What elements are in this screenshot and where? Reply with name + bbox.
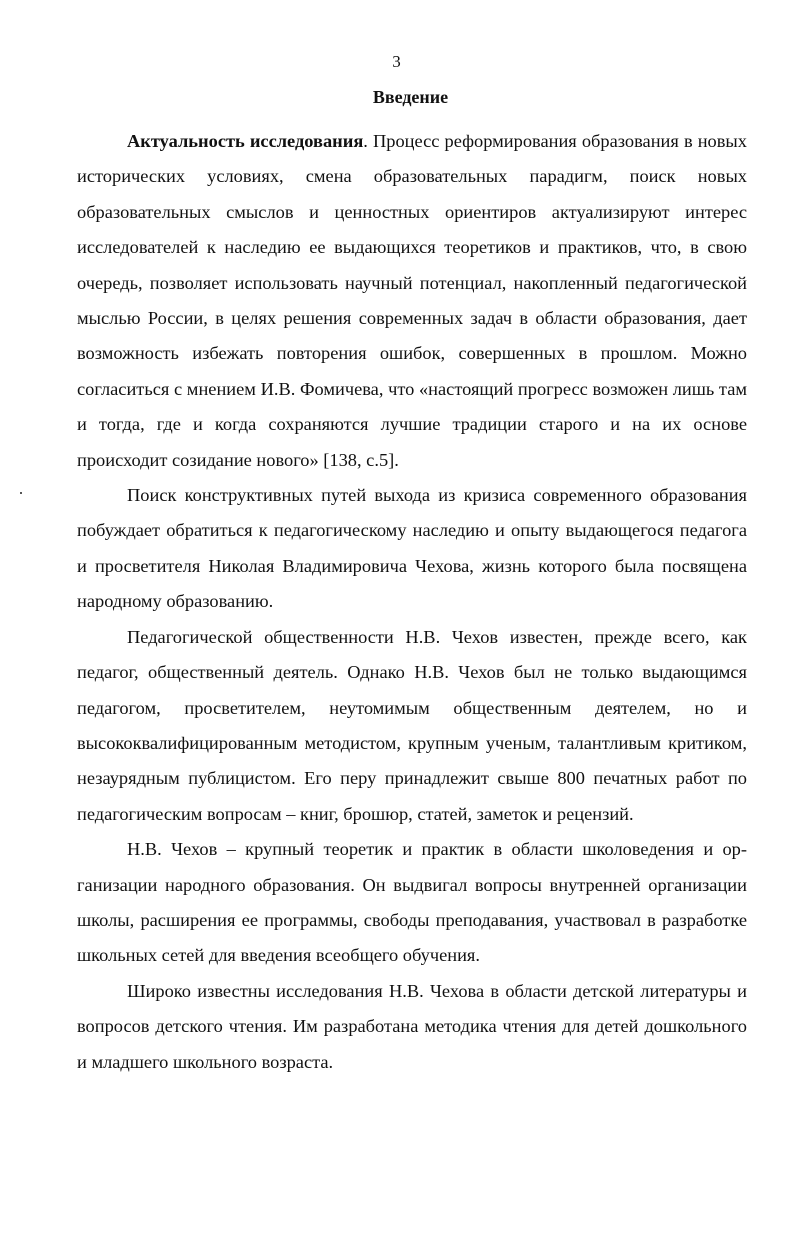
- section-heading: Введение: [372, 87, 449, 107]
- paragraph-text: . Процесс реформирования образования в новых исторических условиях, смена образовательных парадигм, поиск новых образовательных смыслов и ценностных ориентиров актуализируют интерес исследователей к наследию ее выдающихся теоретиков и практиков, что, в свою очередь, позволяет использовать научный потенциал, накопленный педагогической мыслью России, в целях решения современных задач в области образования, дает возможность избежать повторения ошибок, совершенных в прошлом. Можно согласиться с мнением И.В. Фомичева, что «настоящий прогресс возможен лишь там и тогда, где и когда сохраняются лучшие традиции старого и на их основе происходит созидание нового» [138, с.5].: [77, 131, 747, 470]
- paragraph-relevance: [77, 124, 747, 478]
- paragraph-chekhov-literature: Широко известны исследования Н.В. Чехова в области детской литературы и вопросов детского чтения. Им разработана методика чтения для детей дошкольного и младшего школьного возраста.: [77, 980, 747, 1072]
- scan-speck: [20, 492, 22, 494]
- paragraph-chekhov-known: Педагогической общественности Н.В. Чехов известен, прежде всего, как педагог, общественный деятель. Однако Н.В. Чехов был не только выдающимся педагогом, просветителем, неутомимым общественным деятелем, но и высококвалифицированным методистом, крупным ученым, талантливым критиком, незаурядным публицистом. Его перу принадлежит свыше 800 печатных работ по педагогическим вопросам – книг, брошюр, статей, заметок и рецензий.: [77, 626, 747, 824]
- body-text: [77, 124, 747, 1080]
- page-number: 3: [392, 52, 401, 71]
- paragraph-search: Поиск конструктивных путей выхода из кризиса современного образования побуждает обратиться к педагогическому наследию и опыту выдающегося педагога и просветителя Николая Владимировича Чехова, жизнь которого была посвящена народному образованию.: [77, 485, 747, 612]
- paragraph-chekhov-theorist: Н.В. Чехов – крупный теоретик и практик в области школоведения и организации народного образования. Он выдвигал вопросы внутренней организации школы, расширения ее программы, свободы преподавания, участвовал в разработке школьных сетей для введения всеобщего обучения.: [77, 839, 747, 966]
- paragraph-lead-bold: Актуальность исследования: [127, 131, 364, 151]
